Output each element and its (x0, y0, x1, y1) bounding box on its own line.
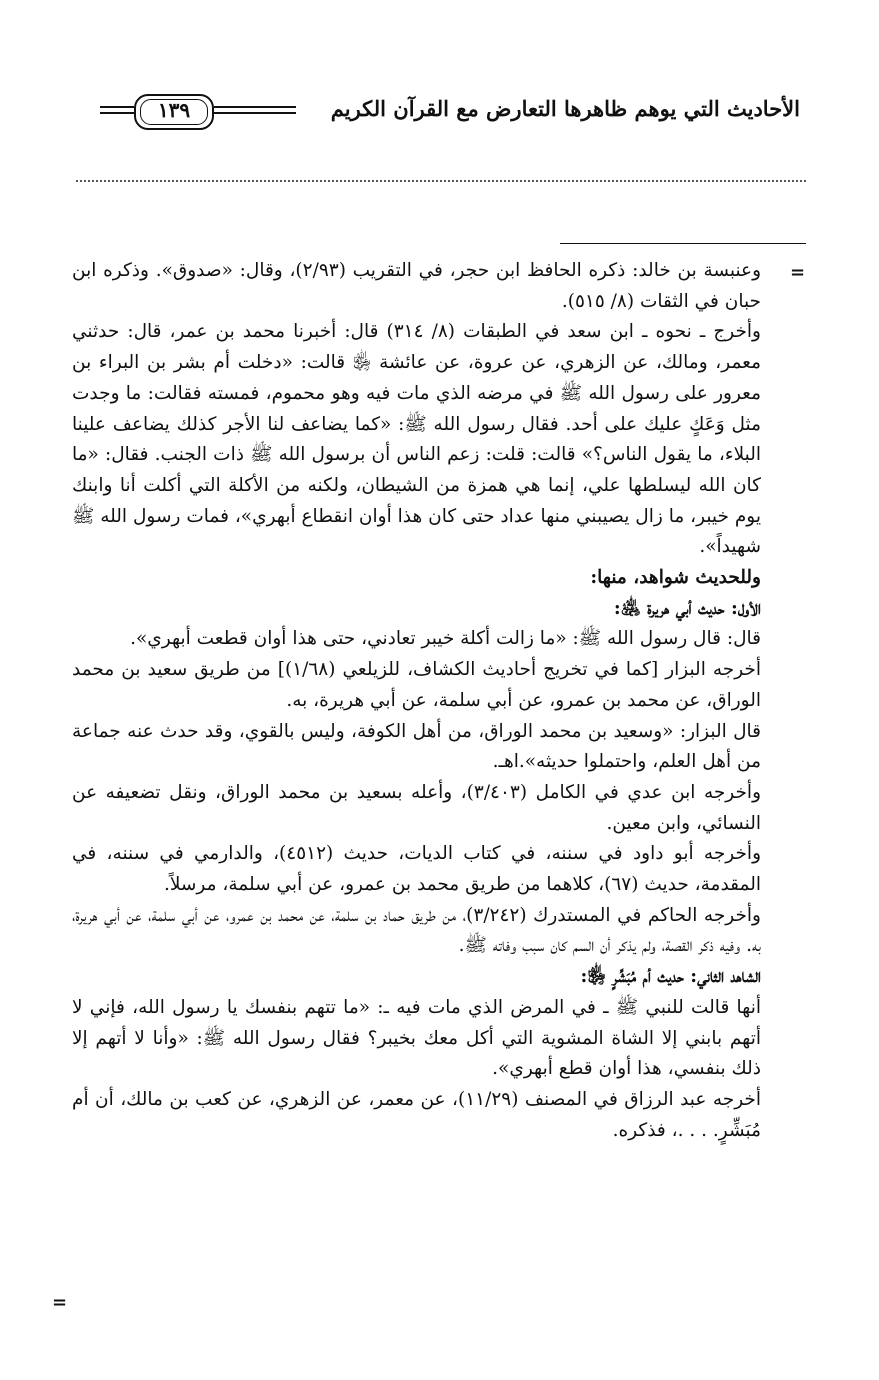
paragraph: قال البزار: «وسعيد بن محمد الوراق، من أهل الكوفة، وليس بالقوي، وقد حدث عنه جماعة من أهل العلم، واحتملوا حديثه».اهـ. (72, 720, 761, 773)
paragraph: أخرجه عبد الرزاق في المصنف (١١/٢٩)، عن معمر، عن الزهري، عن كعب بن مالك، أن أم مُبَشِّرٍ. . . .، فذكره. (72, 1088, 761, 1141)
footnote-rule (560, 243, 806, 244)
running-header (100, 92, 800, 134)
page-number: ١٣٩ (157, 98, 191, 122)
paragraph: وأخرج ـ نحوه ـ ابن سعد في الطبقات (٨/ ٣١٤) قال: أخبرنا محمد بن عمر، قال: حدثني معمر، ومالك، عن الزهري، عن عروة، عن عائشة ﵂ قالت: «دخلت أم بشر بن البراء بن معرور على رسول الله ﷺ في مرضه الذي مات فيه وهو محموم، فمسته فقالت: ما وجدت مثل وَعَكٍ عليك على أحد. فقال رسول الله ﷺ: «كما يضاعف لنا الأجر كذلك يضاعف علينا البلاء، ما يقول الناس؟» قالت: قلت: زعم الناس أن برسول الله ﷺ ذات الجنب. فقال: «ما كان الله ليسلطها علي، إنما هي همزة من الشيطان، ولكنه من الأكلة التي أكلت أنا وابنك يوم خيبر، ما زال يصيبني منها عداد حتى كان هذا أوان انقطاع أبهري»، فمات رسول الله ﷺ شهيداً». (72, 321, 761, 558)
paragraph: وعنبسة بن خالد: ذكره الحافظ ابن حجر، في التقريب (٢/٩٣)، وقال: «صدوق». وذكره ابن حبان في الثقات (٨/ ٥١٥). (72, 260, 761, 312)
dotted-separator (76, 180, 806, 182)
header-rule-right (214, 112, 296, 114)
paragraph: أخرجه البزار [كما في تخريج أحاديث الكشاف، للزيلعي (١/٦٨)] من طريق سعيد بن محمد الوراق، عن محمد بن عمرو، عن أبي سلمة، عن أبي هريرة، به. (72, 659, 761, 711)
page-number-frame (100, 92, 296, 132)
header-rule-left (100, 106, 134, 108)
section-heading: الأول: حديث أبي هريرة ﵁: (613, 597, 761, 619)
header-rule-right (214, 106, 296, 108)
book-title: الأحاديث التي يوهم ظاهرها التعارض مع القرآن الكريم (330, 96, 800, 121)
section-heading: وللحديث شواهد، منها: (590, 567, 761, 589)
paragraph: قال: قال رسول الله ﷺ: «ما زالت أكلة خيبر تعادني، حتى هذا أوان قطعت أبهري». (130, 628, 761, 650)
page-number-cartouche (134, 94, 214, 130)
continuation-mark-top: = (790, 262, 806, 283)
paragraph: وأخرجه ابن عدي في الكامل (٣/٤٠٣)، وأعله بسعيد بن محمد الوراق، ونقل تضعيفه عن النسائي، وابن معين. (72, 781, 762, 834)
paragraph: أنها قالت للنبي ﷺ ـ في المرض الذي مات فيه ـ: «ما تتهم بنفسك يا رسول الله، فإني لا أتهم بابني إلا الشاة المشوية التي أكل معك بخيبر؟ فقال رسول الله ﷺ: «وأنا لا أتهم إلا ذلك بنفسي، هذا أوان قطع أبهري». (72, 996, 761, 1080)
continuation-mark-bottom: = (52, 1292, 68, 1313)
section-heading: الشاهد الثاني: حديث أم مُبَشِّرٍ ﵂: (580, 966, 761, 988)
paragraph: وأخرجه أبو داود في سننه، في كتاب الديات، حديث (٤٥١٢)، والدارمي في سننه، في المقدمة، حديث (٦٧)، كلاهما من طريق محمد بن عمرو، عن أبي سلمة، مرسلاً. (72, 843, 761, 896)
header-rule-left (100, 112, 134, 114)
paragraph: وأخرجه الحاكم في المستدرك (٣/٢٤٢)، من طريق حماد بن سلمة، عن محمد بن عمرو، عن أبي سلمة، عن أبي هريرة، به. وفيه ذكر القصة، ولم يذكر أن السم كان سبب وفاته ﷺ. (72, 904, 761, 957)
footnote-text (72, 256, 761, 1146)
